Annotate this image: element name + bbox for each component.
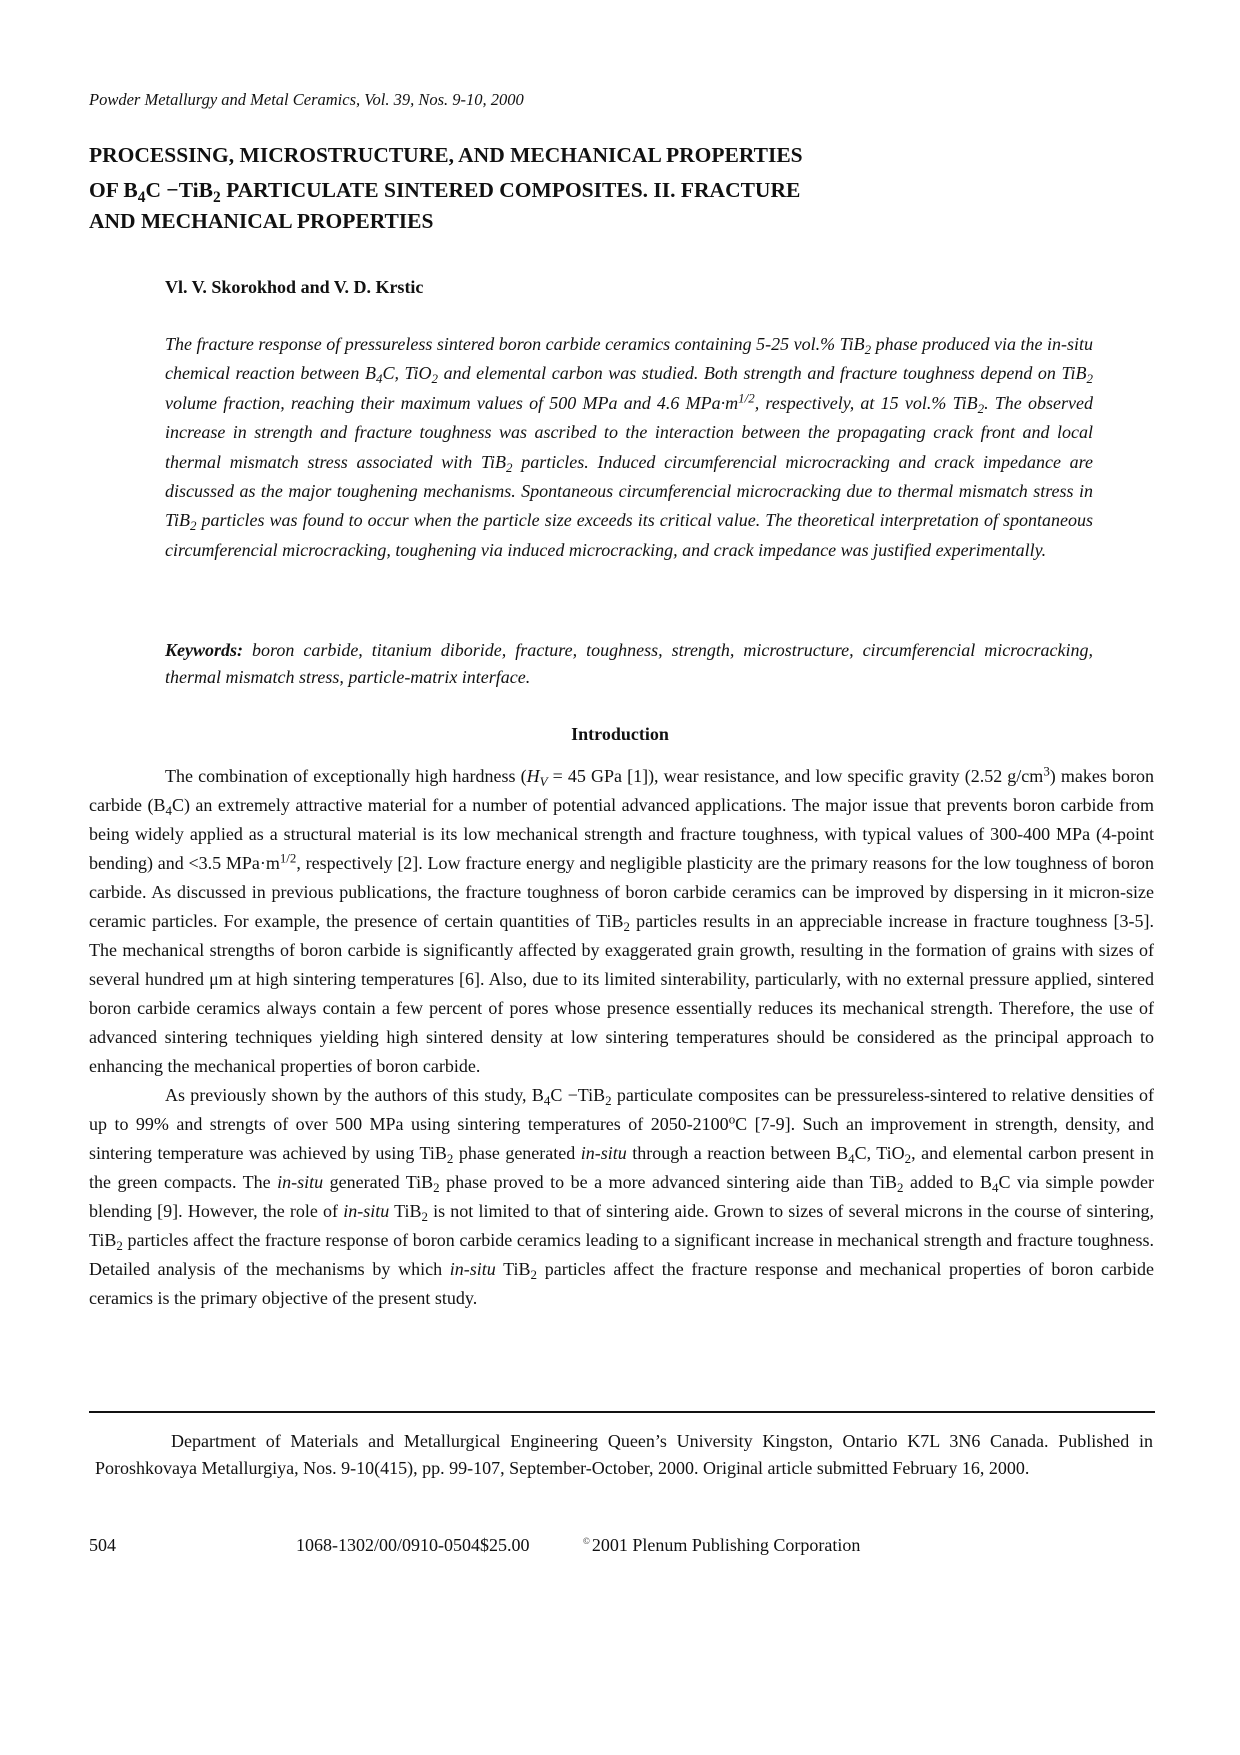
subscript: 2	[421, 1209, 428, 1225]
body-text: through a reaction between B	[626, 1143, 849, 1163]
subscript: 2	[446, 1151, 454, 1167]
title-text: PARTICULATE SINTERED COMPOSITES. II. FRACTURE	[220, 178, 801, 202]
title-line-2	[89, 175, 989, 206]
superscript: 3	[1043, 763, 1050, 779]
keywords-text: boron carbide, titanium diboride, fracture, toughness, strength, microstructure, circumferencial microcracking, thermal mismatch stress, particle-matrix interface.	[165, 640, 1093, 687]
abstract-text: The fracture response of pressureless sintered boron carbide ceramics containing 5-25 vol.% TiB	[165, 334, 865, 354]
body-text: C	[550, 1085, 568, 1105]
footnote-divider	[89, 1411, 1155, 1413]
subscript: 2	[864, 342, 872, 358]
body-text: generated TiB	[323, 1172, 434, 1192]
copyright-symbol: ©	[583, 1536, 590, 1546]
subscript: 2	[897, 1180, 904, 1196]
subscript: 2	[623, 919, 631, 935]
copyright-line	[583, 1535, 860, 1556]
keywords	[165, 637, 1093, 691]
paragraph-2	[89, 1081, 1154, 1313]
subscript: 4	[375, 371, 383, 387]
subscript: 4	[543, 1093, 551, 1109]
body-text: As previously shown by the authors of this study, B	[165, 1085, 544, 1105]
authors: Vl. V. Skorokhod and V. D. Krstic	[165, 277, 424, 297]
page-number: 504	[89, 1535, 116, 1555]
section-heading-introduction: Introduction	[571, 724, 669, 744]
body-text: C, TiO	[854, 1143, 905, 1163]
title-text: TiB	[178, 178, 213, 202]
paragraph-1	[89, 762, 1154, 1081]
italic-term: in-situ	[580, 1143, 627, 1163]
abstract-text: volume fraction, reaching their maximum values of 500 MPa and 4.6 MPa·m	[165, 392, 739, 413]
subscript: 2	[431, 371, 439, 387]
subscript: V	[539, 774, 548, 790]
body-text: particles affect the fracture response and mechanical properties of boron carbide ceramics is the primary objective of the present study.	[89, 1259, 1155, 1308]
abstract-text: particles. Induced circumferencial microcracking and crack impedance are discussed as the major toughening mechanisms. Spontaneous circumferencial microcracking due to thermal mismatch stress in TiB	[165, 451, 1094, 531]
body-text: The combination of exceptionally high hardness (	[165, 766, 527, 786]
degree-symbol: o	[728, 1111, 736, 1127]
subscript: 2	[190, 518, 197, 534]
subscript: 2	[212, 188, 221, 206]
subscript: 2	[530, 1267, 538, 1283]
subscript: 2	[1086, 371, 1093, 387]
body-text: ) makes boron carbide (B	[89, 766, 1154, 815]
article-title	[89, 140, 989, 237]
abstract-text: , respectively, at 15 vol.% TiB	[754, 392, 978, 413]
subscript: 2	[977, 400, 985, 416]
body-text: TiB	[389, 1201, 422, 1221]
title-dash: −	[166, 178, 179, 202]
subscript: 4	[992, 1180, 999, 1196]
subscript: 4	[848, 1151, 855, 1167]
hardness-symbol: H	[526, 766, 540, 786]
abstract	[165, 330, 1093, 565]
subscript: 4	[165, 803, 172, 819]
title-line-3: AND MECHANICAL PROPERTIES	[89, 209, 434, 233]
italic-term: in-situ	[343, 1201, 390, 1221]
body-dash: −	[567, 1085, 578, 1105]
body-text: particles affect the fracture response of boron carbide ceramics leading to a significant increase in mechanical strength and fracture toughness. Detailed analysis of the mechanisms by which	[89, 1230, 1154, 1279]
body-text: , and elemental carbon present in the green compacts. The	[89, 1143, 1154, 1192]
body-text: C) an extremely attractive material for a number of potential advanced applications. The major issue that prevents boron carbide from being widely applied as a structural material is its low mechanical strength and fracture toughness, with typical values of 300-400 MPa (4-point bending) and <3.5 MPa·m	[89, 795, 1154, 873]
superscript: 1/2	[738, 390, 755, 406]
journal-citation: Powder Metallurgy and Metal Ceramics, Vol. 39, Nos. 9-10, 2000	[89, 90, 524, 109]
superscript: 1/2	[279, 850, 297, 866]
subscript: 2	[433, 1180, 440, 1196]
title-line-1: PROCESSING, MICROSTRUCTURE, AND MECHANICAL PROPERTIES	[89, 143, 803, 167]
italic-term: in-situ	[449, 1259, 496, 1279]
body-text: , respectively [2]. Low fracture energy and negligible plasticity are the primary reasons for the low toughness of boron carbide. As discussed in previous publications, the fracture toughness of boron carbide ceramics can be improved by dispersing in it micron-size ceramic particles. For example, the presence of certain quantities of TiB	[89, 853, 1154, 931]
keywords-label: Keywords:	[165, 640, 243, 660]
body-text: is not limited to that of sintering aide. Grown to sizes of several microns in the course of sintering, TiB	[89, 1201, 1154, 1250]
body-text: particulate composites can be pressureless-sintered to relative densities of up to 99% and strengts of over 500 MPa using sintering temperatures of 2050-2100	[89, 1085, 1154, 1134]
abstract-text: phase produced via the in-situ chemical reaction between B	[165, 334, 1094, 384]
copyright-text: 2001 Plenum Publishing Corporation	[591, 1535, 861, 1555]
abstract-text: particles was found to occur when the particle size exceeds its critical value. The theoretical interpretation of spontaneous circumferencial microcracking, toughening via induced microcracking, and crack impedance was justified experimentally.	[165, 510, 1093, 560]
abstract-text: and elemental carbon was studied. Both strength and fracture toughness depend on TiB	[438, 363, 1087, 384]
body-text: phase generated	[453, 1143, 581, 1163]
abstract-text: C, TiO	[382, 363, 432, 384]
body-text: TiB	[495, 1259, 531, 1279]
body-text: added to B	[903, 1172, 993, 1192]
title-text: C	[145, 178, 167, 202]
italic-term: in-situ	[277, 1172, 324, 1192]
subscript: 2	[904, 1151, 912, 1167]
subscript: 2	[116, 1238, 123, 1254]
subscript: 2	[506, 459, 513, 475]
subscript: 2	[605, 1093, 612, 1109]
body-text: TiB	[577, 1085, 606, 1105]
body-text: particles results in an appreciable increase in fracture toughness [3-5]. The mechanical strengths of boron carbide is significantly affected by exaggerated grain growth, resulting in the formation of grains with sizes of several hundred μm at high sintering temperatures [6]. Also, due to its limited sinterability, particularly, with no external pressure applied, sintered boron carbide ceramics always contain a few percent of pores whose presence essentially reduces its mechanical strength. Therefore, the use of advanced sintering techniques yielding high sintered density at low sintering temperatures should be considered as the principal approach to enhancing the mechanical properties of boron carbide.	[89, 911, 1155, 1076]
abstract-text: . The observed increase in strength and fracture toughness was ascribed to the interaction between the propagating crack front and local thermal mismatch stress associated with TiB	[165, 392, 1093, 472]
affiliation-footnote: Department of Materials and Metallurgical Engineering Queen’s University Kingston, Ontario K7L 3N6 Canada. Published in Poroshkovaya Metallurgiya, Nos. 9-10(415), pp. 99-107, September-October, 2000. Original article submitted February 16, 2000.	[95, 1431, 1153, 1478]
introduction-body	[89, 762, 1154, 1313]
body-text: C via simple powder blending [9]. However, the role of	[89, 1172, 1154, 1221]
body-text: = 45 GPa [1]), wear resistance, and low specific gravity (2.52 g/cm	[547, 766, 1044, 786]
title-text: OF B	[89, 178, 138, 202]
issn-code: 1068-1302/00/0910-0504$25.00	[296, 1535, 530, 1555]
subscript: 4	[137, 188, 146, 206]
body-text: phase proved to be a more advanced sintering aide than TiB	[439, 1172, 898, 1192]
body-text: C [7-9]. Such an improvement in strength, density, and sintering temperature was achieved by using TiB	[89, 1114, 1154, 1163]
